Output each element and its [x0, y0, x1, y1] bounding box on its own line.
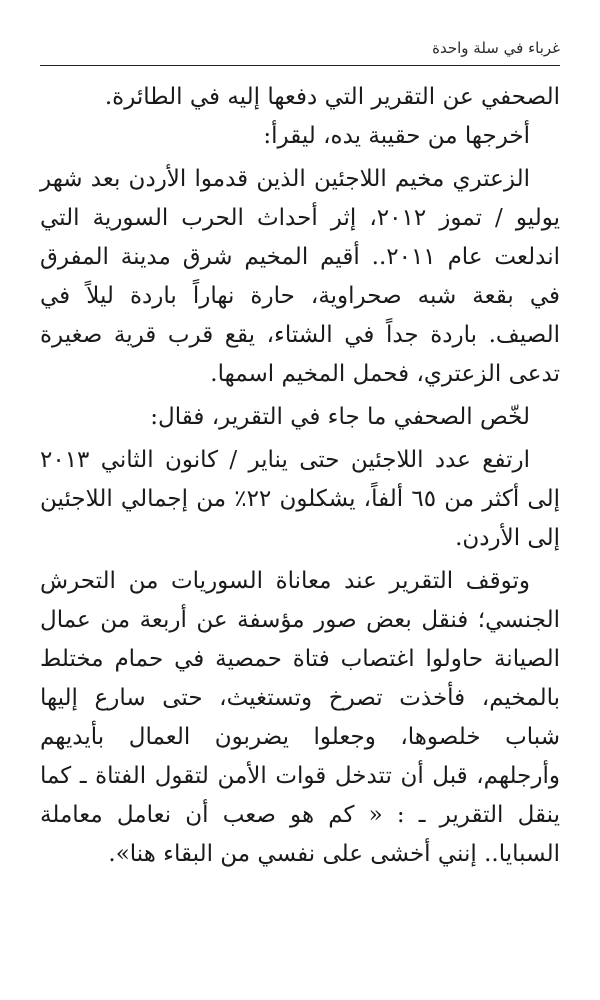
- running-head: غرباء في سلة واحدة: [432, 39, 560, 57]
- paragraph-4: لخّص الصحفي ما جاء في التقرير، فقال:: [150, 404, 530, 430]
- paragraph-5: ارتفع عدد اللاجئين حتى يناير / كانون الثاني ٢٠١٣ إلى أكثر من ٦٥ ألفاً، يشكلون ٢٢٪ من إجمالي اللاجئين إلى الأردن.: [40, 447, 560, 551]
- header-rule: [40, 65, 560, 66]
- paragraph-1: الصحفي عن التقرير التي دفعها إليه في الطائرة.: [104, 84, 560, 110]
- paragraph-2: أخرجها من حقيبة يده، ليقرأ:: [263, 123, 530, 149]
- paragraph-3: الزعتري مخيم اللاجئين الذين قدموا الأردن بعد شهر يوليو / تموز ٢٠١٢، إثر أحداث الحرب السورية التي اندلعت عام ٢٠١١.. أقيم المخيم شرق مدينة المفرق في بقعة شبه صحراوية، حارة نهاراً باردة ليلاً في الصيف. باردة جداً في الشتاء، يقع قرب قرية صغيرة تدعى الزعتري، فحمل المخيم اسمها.: [40, 166, 560, 387]
- paragraph-6: وتوقف التقرير عند معاناة السوريات من التحرش الجنسي؛ فنقل بعض صور مؤسفة عن أربعة من عمال الصيانة حاولوا اغتصاب فتاة حمصية في حمام مختلط بالمخيم، فأخذت تصرخ وتستغيث، حتى سارع إليها شباب خلصوها، وجعلوا يضربون العمال بأيديهم وأرجلهم، قبل أن تتدخل قوات الأمن لتقول الفتاة ـ كما ينقل التقرير ـ : « كم هو صعب أن نعامل معاملة السبايا.. إنني أخشى على نفسي من البقاء هنا».: [40, 568, 560, 867]
- body-text: [40, 78, 560, 874]
